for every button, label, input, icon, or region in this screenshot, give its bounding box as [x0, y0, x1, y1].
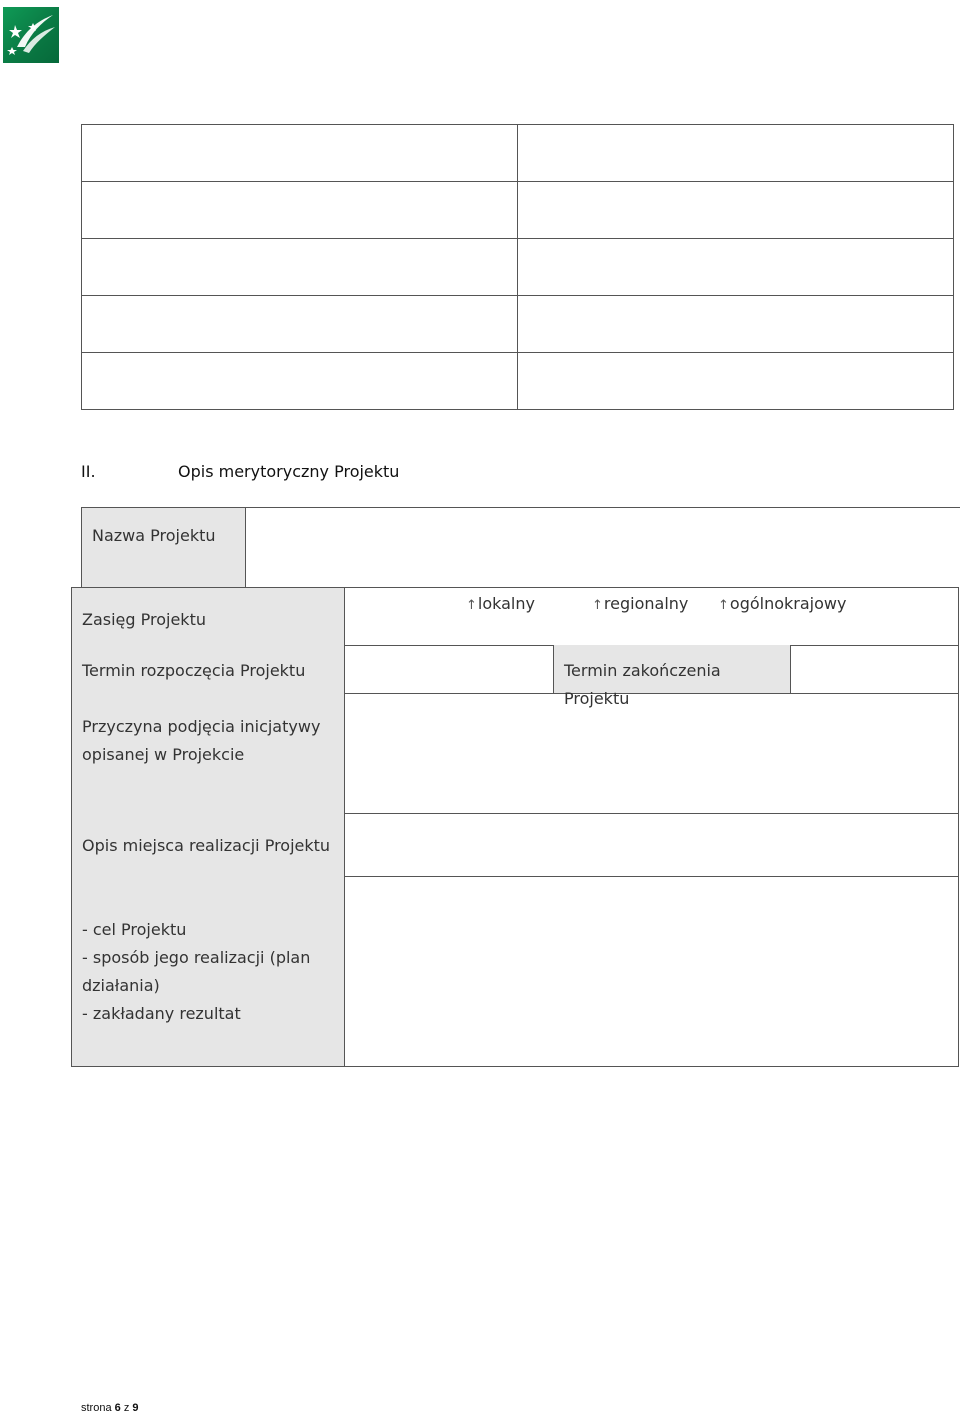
table-cell[interactable]	[82, 239, 518, 296]
checkbox-marker-icon: ↑	[592, 598, 603, 613]
scope-option-label: ogólnokrajowy	[729, 594, 847, 613]
footer-separator: z	[123, 1402, 130, 1414]
bank-logo-stars-icon	[3, 7, 59, 63]
goal-label-line: - sposób jego realizacji (plan	[82, 948, 311, 967]
table-cell[interactable]	[82, 182, 518, 239]
project-name-field[interactable]	[245, 507, 960, 587]
bank-logo	[3, 7, 59, 63]
end-date-field[interactable]	[790, 645, 959, 694]
end-date-label-cell	[553, 645, 791, 708]
scope-option-local[interactable]	[466, 594, 535, 613]
start-date-field[interactable]	[344, 645, 554, 694]
scope-label: Zasięg Projektu	[82, 610, 206, 629]
place-label: Opis miejsca realizacji Projektu	[82, 836, 331, 855]
reason-label-line: opisanej w Projekcie	[82, 745, 245, 764]
scope-option-label: lokalny	[477, 594, 535, 613]
table-cell[interactable]	[518, 353, 954, 410]
blank-table	[81, 124, 954, 410]
current-page-number: 6	[114, 1402, 121, 1414]
table-cell[interactable]	[82, 353, 518, 410]
table-cell[interactable]	[518, 125, 954, 182]
scope-option-national[interactable]	[718, 594, 846, 613]
goal-label-line: - cel Projektu	[82, 920, 187, 939]
start-date-label-cell	[71, 645, 345, 694]
footer-prefix: strona	[81, 1402, 112, 1414]
scope-option-regional[interactable]	[592, 594, 688, 613]
table-row	[82, 239, 954, 296]
place-label-cell	[71, 813, 345, 877]
goal-label-line: działania)	[82, 976, 160, 995]
table-cell[interactable]	[82, 125, 518, 182]
goal-field[interactable]	[344, 876, 959, 1067]
project-name-label: Nazwa Projektu	[92, 526, 216, 545]
start-date-label: Termin rozpoczęcia Projektu	[82, 661, 306, 680]
place-field[interactable]	[344, 813, 959, 877]
table-row	[82, 296, 954, 353]
end-date-label: Termin zakończenia Projektu	[564, 661, 721, 708]
table-row	[82, 182, 954, 239]
project-name-label-cell	[81, 507, 246, 587]
table-cell[interactable]	[82, 296, 518, 353]
checkbox-marker-icon: ↑	[718, 598, 729, 613]
table-cell[interactable]	[518, 296, 954, 353]
reason-label-cell	[71, 693, 345, 814]
scope-option-label: regionalny	[603, 594, 689, 613]
checkbox-marker-icon: ↑	[466, 598, 477, 613]
section-title: Opis merytoryczny Projektu	[178, 462, 400, 481]
table-cell[interactable]	[518, 182, 954, 239]
reason-label-line: Przyczyna podjęcia inicjatywy	[82, 717, 321, 736]
section-number: II.	[81, 462, 96, 481]
goal-label-line: - zakładany rezultat	[82, 1004, 241, 1023]
table-row	[82, 125, 954, 182]
scope-label-cell	[71, 587, 345, 646]
total-page-number: 9	[132, 1402, 139, 1414]
table-cell[interactable]	[518, 239, 954, 296]
goal-label-cell	[71, 876, 345, 1067]
page-footer	[81, 1402, 139, 1414]
reason-field[interactable]	[344, 693, 959, 814]
table-row	[82, 353, 954, 410]
